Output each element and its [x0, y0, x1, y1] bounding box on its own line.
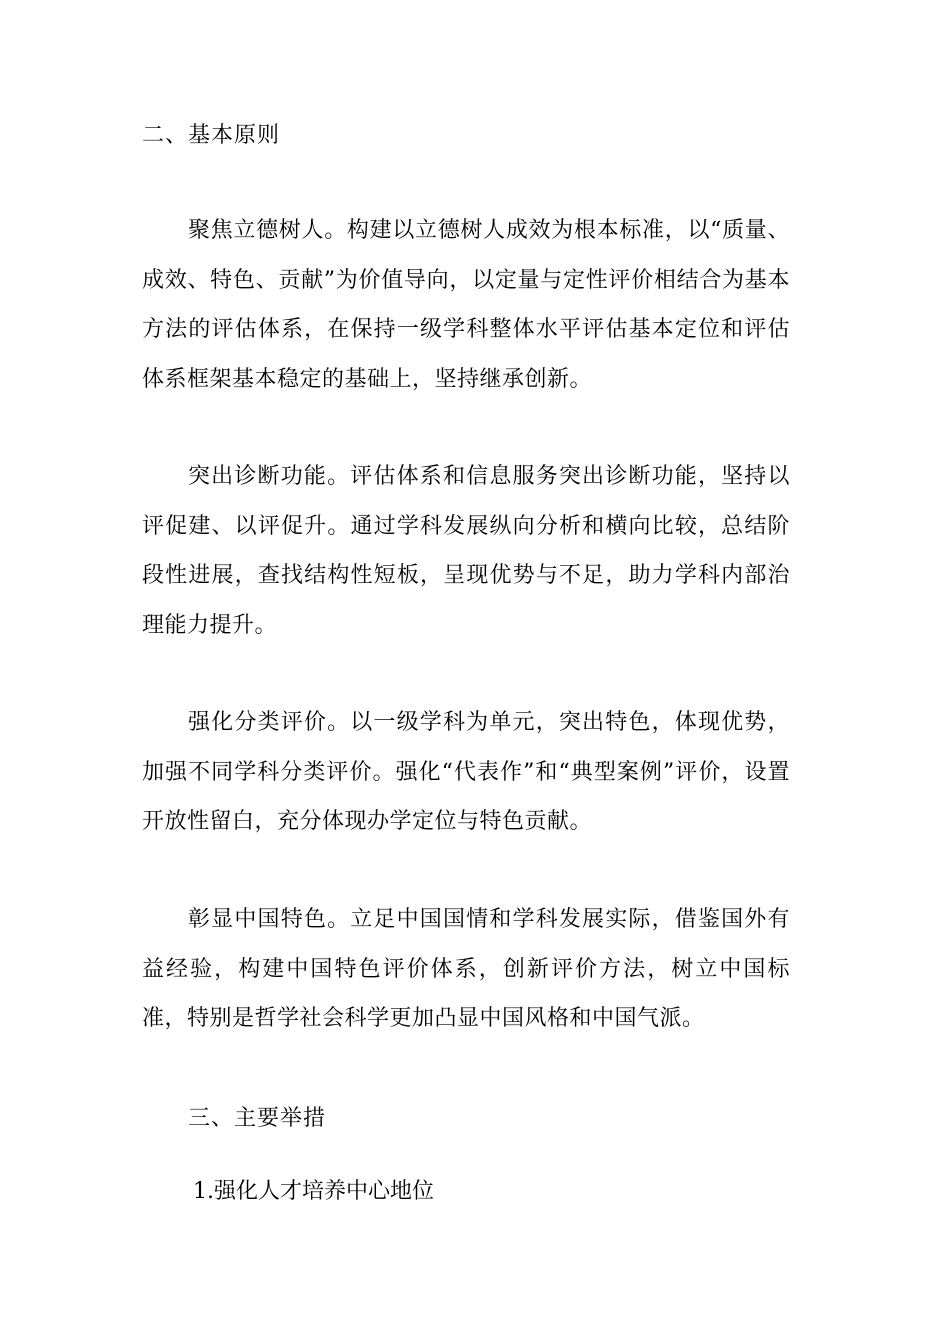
- section-heading-principles: 二、基本原则: [142, 123, 281, 148]
- section-heading-measures: 三、主要举措: [188, 1106, 327, 1131]
- paragraph-chinese-characteristics: 彰显中国特色。立足中国国情和学科发展实际，借鉴国外有益经验，构建中国特色评价体系，创新评价方法，树立中国标准，特别是哲学社会科学更加凸显中国风格和中国气派。: [142, 907, 790, 1031]
- paragraph-diagnostic-function: 突出诊断功能。评估体系和信息服务突出诊断功能，坚持以评促建、以评促升。通过学科发展纵向分析和横向比较，总结阶段性进展，查找结构性短板，呈现优势与不足，助力学科内部治理能力提升。: [142, 464, 790, 638]
- measure-item-1: 1.强化人才培养中心地位: [193, 1179, 434, 1204]
- paragraph-classified-evaluation: 强化分类评价。以一级学科为单元，突出特色，体现优势，加强不同学科分类评价。强化“代表作”和“典型案例”评价，设置开放性留白，充分体现办学定位与特色贡献。: [142, 710, 790, 834]
- paragraph-moral-education: 聚焦立德树人。构建以立德树人成效为根本标准，以“质量、成效、特色、贡献”为价值导向，以定量与定性评价相结合为基本方法的评估体系，在保持一级学科整体水平评估基本定位和评估体系框架基本稳定的基础上，坚持继承创新。: [142, 218, 790, 392]
